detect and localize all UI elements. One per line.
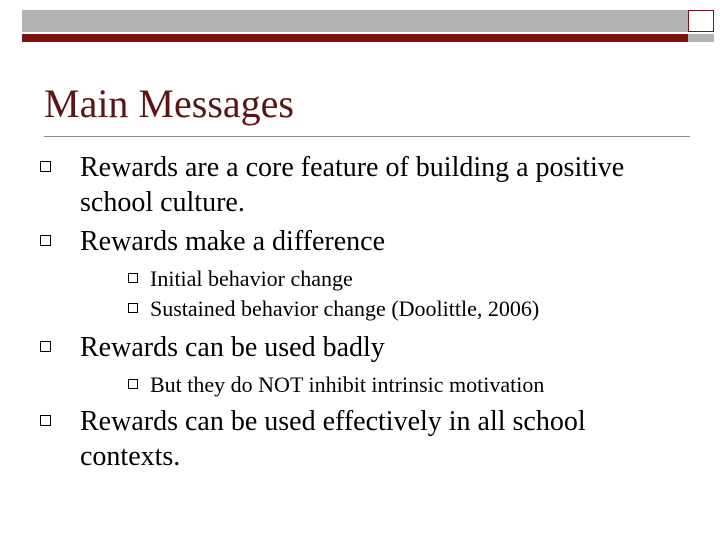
hollow-square-bullet-icon: [40, 161, 51, 172]
hollow-square-bullet-icon: [128, 273, 138, 283]
bullet-text: Rewards are a core feature of building a positive school culture.: [80, 152, 625, 218]
subbullet-text: Sustained behavior change (Doolittle, 2006): [150, 296, 540, 321]
bullet-text: Rewards can be used badly: [80, 332, 385, 363]
hollow-square-bullet-icon: [40, 341, 51, 352]
bullet-text: Rewards can be used effectively in all school contexts.: [80, 406, 586, 472]
slide-title: Main Messages: [44, 81, 294, 126]
hollow-square-bullet-icon: [128, 303, 138, 313]
hollow-square-bullet-icon: [40, 415, 51, 426]
hollow-square-bullet-icon: [40, 235, 51, 246]
bullet-text: Rewards make a difference: [80, 226, 385, 257]
hollow-square-bullet-icon: [128, 379, 138, 389]
subbullet-text: Initial behavior change: [150, 266, 353, 291]
subbullet-text: But they do NOT inhibit intrinsic motivation: [150, 372, 545, 397]
